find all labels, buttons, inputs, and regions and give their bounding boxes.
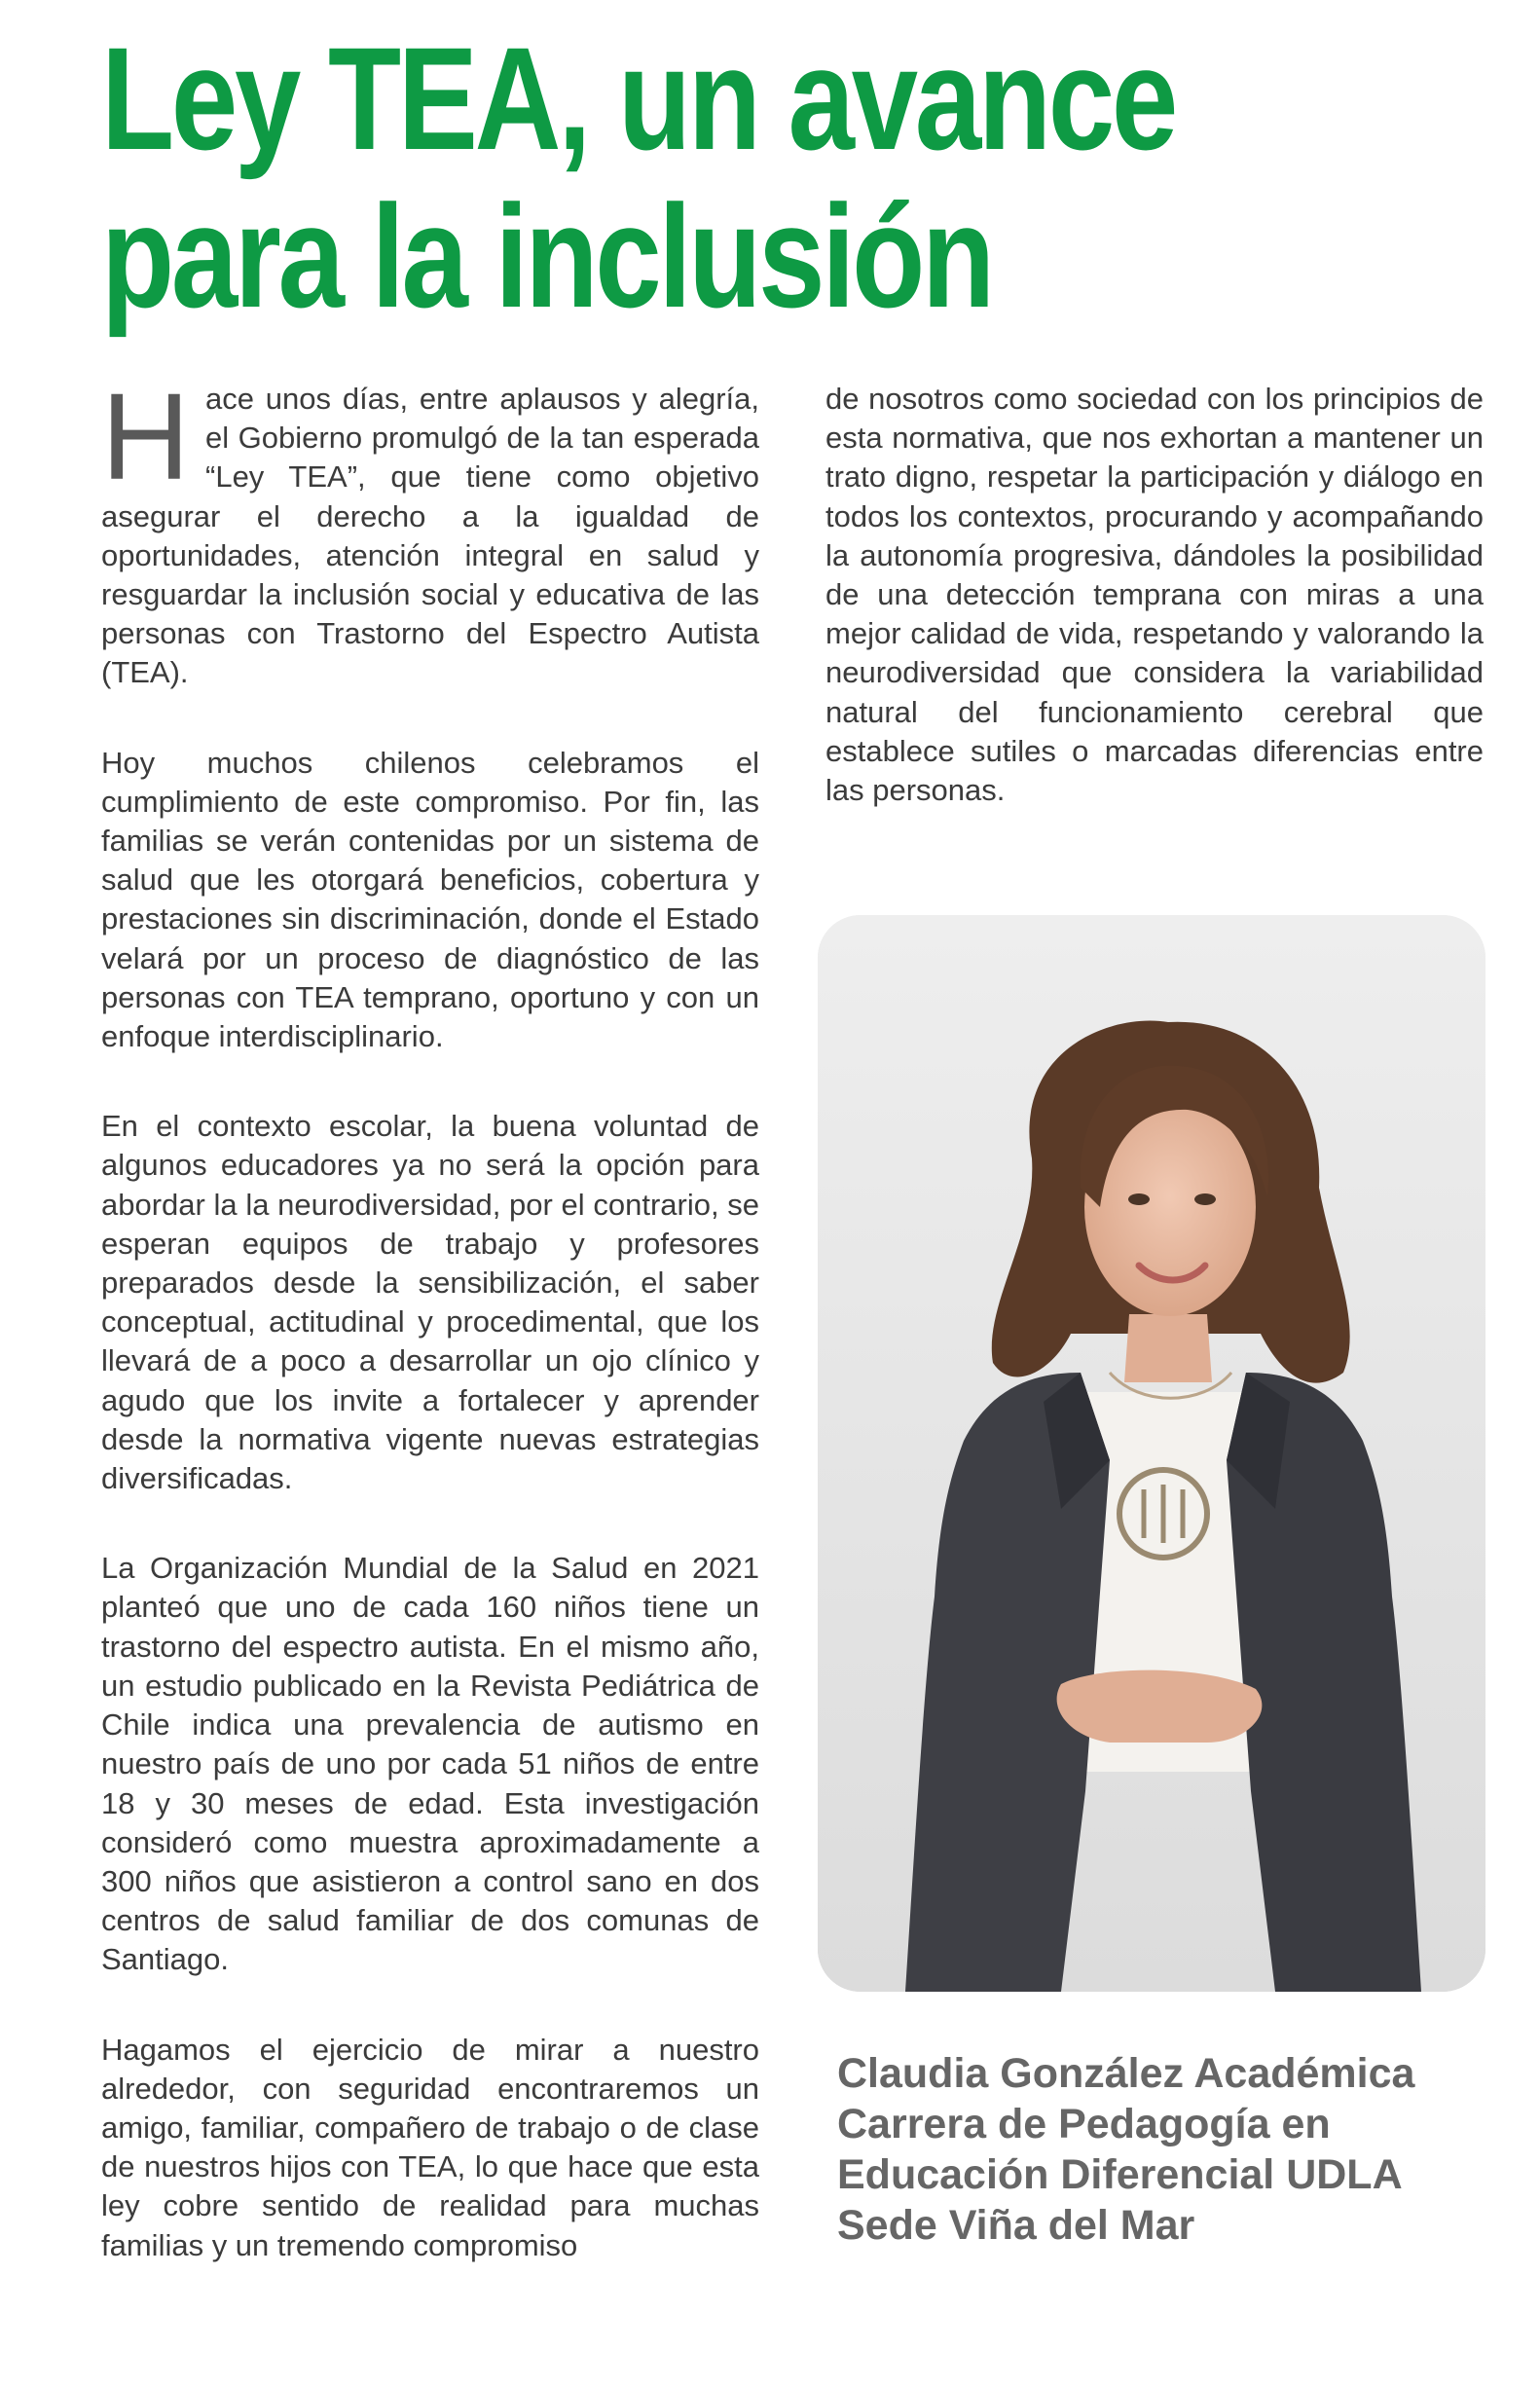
caption-line-1: Claudia González Académica	[837, 2050, 1415, 2097]
paragraph-6: de nosotros como sociedad con los principios de esta normativa, que nos exhortan a mantener un trato digno, respetar la participación y diálogo en todos los contextos, procurando y acompañando la autonomía progresiva, dándoles la posibilidad de una detección temprana con miras a una mejor calidad de vida, respetando y valorando la neurodiversidad que considera la variabilidad natural del funcionamiento cerebral que establece sutiles o marcadas diferencias entre las personas.	[825, 382, 1484, 808]
article-title	[101, 17, 1234, 338]
paragraph-4: La Organización Mundial de la Salud en 2021 planteó que uno de cada 160 niños tiene un trastorno del espectro autista. En el mismo año, un estudio publicado en la Revista Pediátrica de Chile indica una prevalencia de autismo en nuestro país de uno por cada 51 niños de entre 18 y 30 meses de edad. Esta investigación consideró como muestra aproximadamente a 300 niños que asistieron a control sano en dos centros de salud familiar de dos comunas de Santiago.	[101, 1551, 759, 1977]
caption-line-2: Carrera de Pedagogía en	[837, 2101, 1331, 2147]
author-portrait-photo	[818, 915, 1485, 1992]
portrait-illustration	[818, 915, 1485, 1992]
right-column	[825, 380, 1484, 861]
paragraph-1	[101, 368, 759, 693]
paragraph-3: En el contexto escolar, la buena voluntad de algunos educadores ya no será la opción para abordar la la neurodiversidad, por el contrario, se esperan equipos de trabajo y profesores preparados desde la sensibilización, el saber conceptual, actitudinal y procedimental, que los llevará de a poco a desarrollar un ojo clínico y agudo que los invite a fortalecer y aprender desde la normativa vigente nuevas estrategias diversificadas.	[101, 1109, 759, 1496]
caption-line-3: Educación Diferencial UDLA	[837, 2151, 1403, 2198]
title-line-2: para la inclusión	[101, 174, 992, 338]
caption-line-4: Sede Viña del Mar	[837, 2202, 1195, 2249]
left-column	[101, 368, 759, 2316]
paragraph-1-text: ace unos días, entre aplausos y alegría, el Gobierno promulgó de la tan esperada “Ley TEA”, que tiene como objetivo asegurar el derecho a la igualdad de oportunidades, atención integral en salud y resguardar la inclusión social y educativa de las personas con Trastorno del Espectro Autista (TEA).	[101, 382, 759, 690]
title-line-1: Ley TEA, un avance	[101, 17, 1176, 180]
author-caption	[837, 2048, 1480, 2251]
paragraph-5: Hagamos el ejercicio de mirar a nuestro alrededor, con seguridad encontraremos un amigo, familiar, compañero de trabajo o de clase de nuestros hijos con TEA, lo que hace que esta ley cobre sentido de realidad para muchas familias y un tremendo compromiso	[101, 2032, 759, 2262]
paragraph-2: Hoy muchos chilenos celebramos el cumplimiento de este compromiso. Por fin, las familias se verán contenidas por un sistema de salud que les otorgará beneficios, cobertura y prestaciones sin discriminación, donde el Estado velará por un proceso de diagnóstico de las personas con TEA temprano, oportuno y con un enfoque interdisciplinario.	[101, 745, 759, 1054]
drop-cap: H	[101, 368, 190, 505]
